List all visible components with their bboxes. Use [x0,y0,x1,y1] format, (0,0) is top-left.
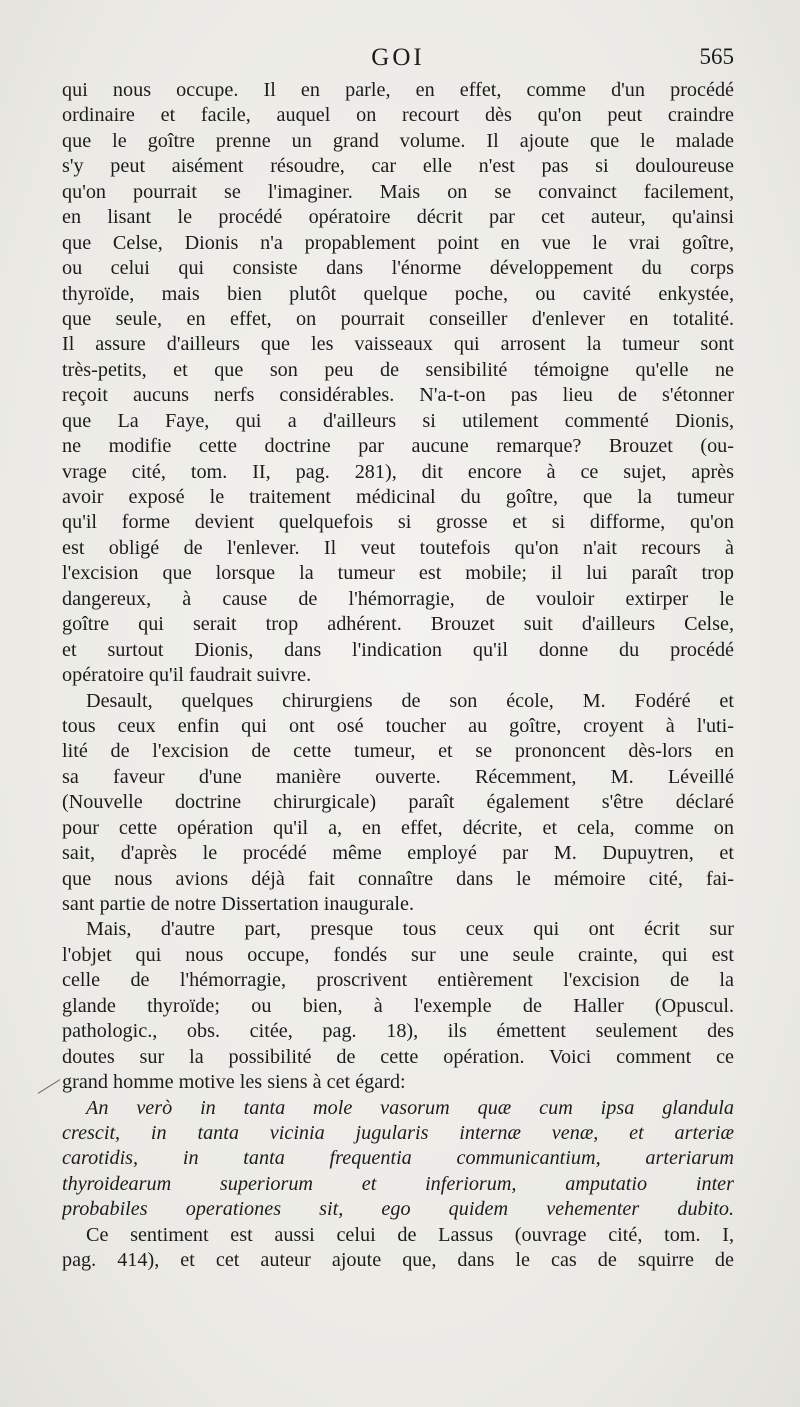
text-line: est obligé de l'enlever. Il veut toutefois qu'on n'ait recours à [62,536,734,559]
text-line: sait, d'après le procédé même employé par M. Dupuytren, et [62,842,734,865]
text-line: avoir exposé le traitement médicinal du goître, que la tumeur [62,486,734,508]
text-line: ou celui qui consiste dans l'énorme développement du corps [62,257,734,280]
text-line: qui nous occupe. Il en parle, en effet, comme d'un procédé [62,79,734,101]
text-line: Mais, d'autre part, presque tous ceux qui ont écrit sur [86,918,734,941]
text-line: goître qui serait trop adhérent. Brouzet suit d'ailleurs Celse, [62,613,734,636]
text-line: Desault, quelques chirurgiens de son école, M. Fodéré et [86,689,734,712]
text-line: très-petits, et que son peu de sensibilité témoigne qu'elle ne [62,358,734,381]
quote-line: carotidis, in tanta frequentia communicantium, arteriarum [62,1147,734,1170]
text-line: que Celse, Dionis n'a propablement point en vue le vrai goître, [62,231,734,254]
quote-line: crescit, in tanta vicinia jugularis internæ venæ, et arteriæ [62,1121,734,1144]
text-line: ordinaire et facile, auquel on recourt dès qu'on peut craindre [62,104,734,127]
text-line: sa faveur d'une manière ouverte. Récemment, M. Léveillé [62,765,734,788]
text-line: qu'on pourrait se l'imaginer. Mais on se convainct facilement, [62,180,734,203]
page-number: 565 [699,44,734,69]
text-line: qu'il forme devient quelquefois si grosse et si difforme, qu'on [62,511,734,534]
text-line: celle de l'hémorragie, proscrivent entièrement l'excision de la [62,969,734,992]
running-title: GOI [371,44,425,71]
text-line: s'y peut aisément résoudre, car elle n'est pas si douloureuse [62,155,734,178]
text-line: lité de l'excision de cette tumeur, et se prononcent dès-lors en [62,740,734,763]
quote-line: probabiles operationes sit, ego quidem vehementer dubito. [62,1198,734,1221]
text-line: ne modifie cette doctrine par aucune remarque? Brouzet (ou- [62,435,734,458]
text-line: pour cette opération qu'il a, en effet, décrite, et cela, comme on [62,816,734,839]
text-line: glande thyroïde; ou bien, à l'exemple de Haller (Opuscul. [62,994,734,1017]
text-line: tous ceux enfin qui ont osé toucher au goître, croyent à l'uti- [62,714,734,737]
text-line: que le goître prenne un grand volume. Il ajoute que le malade [62,129,734,152]
quote-line: thyroidearum superiorum et inferiorum, amputatio inter [62,1172,734,1195]
quote-line: An verò in tanta mole vasorum quæ cum ipsa glandula [86,1096,734,1119]
text-line: que seule, en effet, on pourrait conseiller d'enlever en totalité. [62,307,734,330]
text-line: Il assure d'ailleurs que les vaisseaux qui arrosent la tumeur sont [62,333,734,356]
text-line: (Nouvelle doctrine chirurgicale) paraît également s'être déclaré [62,791,734,814]
text-line: opératoire qu'il faudrait suivre. [62,664,312,687]
text-line: que nous avions déjà fait connaître dans le mémoire cité, fai- [62,867,734,890]
pencil-mark [38,1079,61,1094]
running-head [62,44,734,74]
text-line: grand homme motive les siens à cet égard: [62,1071,406,1094]
text-line: dangereux, à cause de l'hémorragie, de vouloir extirper le [62,587,734,610]
text-line: et surtout Dionis, dans l'indication qu'il donne du procédé [62,638,734,661]
text-line: que La Faye, qui a d'ailleurs si utilement commenté Dionis, [62,409,734,432]
text-line: pathologic., obs. citée, pag. 18), ils émettent seulement des [62,1020,734,1043]
text-line: doutes sur la possibilité de cette opération. Voici comment ce [62,1045,734,1068]
text-line: vrage cité, tom. II, pag. 281), dit encore à ce sujet, après [62,460,734,483]
text-line: l'objet qui nous occupe, fondés sur une seule crainte, qui est [62,943,734,966]
text-line: thyroïde, mais bien plutôt quelque poche, ou cavité enkystée, [62,282,734,305]
text-line: pag. 414), et cet auteur ajoute que, dans le cas de squirre de [62,1249,734,1272]
text-line: reçoit aucuns nerfs considérables. N'a-t-on pas lieu de s'étonner [62,384,734,407]
text-line: Ce sentiment est aussi celui de Lassus (ouvrage cité, tom. I, [86,1223,734,1246]
text-line: sant partie de notre Dissertation inaugurale. [62,893,415,915]
text-line: l'excision que lorsque la tumeur est mobile; il lui paraît trop [62,562,734,585]
body-text [62,78,734,1274]
text-line: en lisant le procédé opératoire décrit par cet auteur, qu'ainsi [62,206,734,229]
